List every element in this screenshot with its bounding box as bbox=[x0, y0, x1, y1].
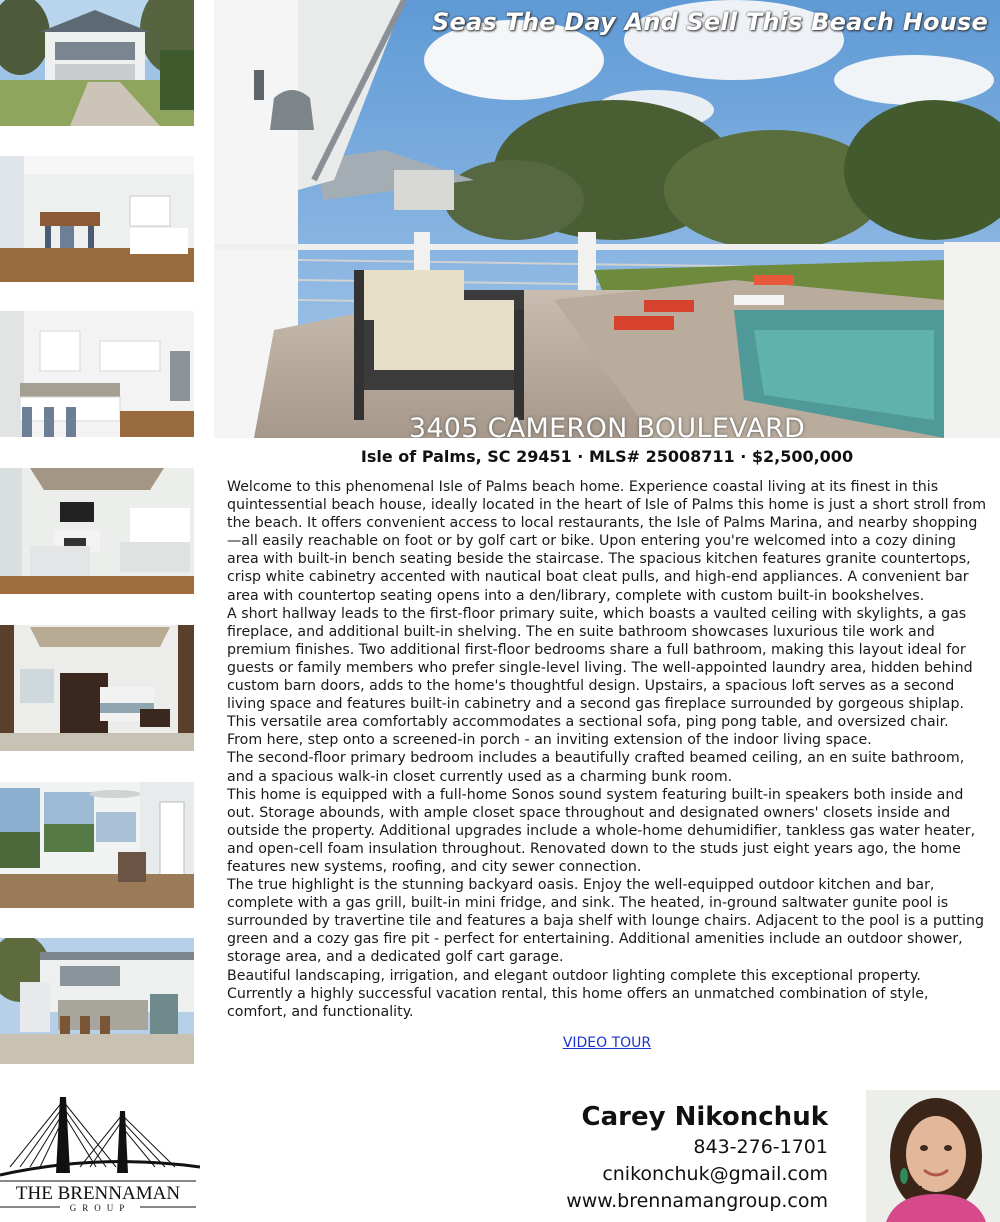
description-paragraph: The true highlight is the stunning backyard oasis. Enjoy the well-equipped outdoor kitchen and bar, complete with a gas grill, built-in mini fridge, and sink. The heated, in-ground saltwater gunite pool is surrounded by travertine tile and features a baja shelf with lounge chairs. Adjacent to the pool is a putting green and a cozy gas fire pit - perfect for entertaining. Additional amenities include an outdoor shower, storage area, and a dedicated golf cart garage. bbox=[227, 877, 985, 966]
photo-exterior-front[interactable] bbox=[0, 0, 194, 126]
description-paragraph: This home is equipped with a full-home Sonos sound system featuring built-in speakers both inside and out. Storage abounds, with ample closet space throughout and designated owners' closets inside and outside the property. Additional upgrades include a whole-home dehumidifier, tankless gas water heater, and open-cell foam insulation throughout. Renovated down to the studs just eight years ago, the home features new systems, roofing, and city sewer connection. bbox=[227, 786, 976, 875]
brennaman-group-logo bbox=[0, 1093, 200, 1213]
photo-screened-porch[interactable] bbox=[0, 782, 194, 908]
property-address: 3405 CAMERON BOULEVARD bbox=[408, 413, 806, 438]
photo-dining-kitchen[interactable] bbox=[0, 156, 194, 282]
agent-email[interactable]: cnikonchuk@gmail.com bbox=[602, 1163, 828, 1185]
description-paragraph: A short hallway leads to the first-floor primary suite, which boasts a vaulted ceiling with skylights, a gas fireplace, and additional built-in shelving. The en suite bathroom showcases luxurious tile work and premium finishes. Two additional first-floor bedrooms share a full bathroom, making this layout ideal for guests or family members who prefer single-level living. The well-appointed laundry area, hidden behind custom barn doors, adds to the home's thoughtful design. Upstairs, a spacious loft serves as a second living space and features built-in cabinetry and a second gas fireplace surrounded by gorgeous shiplap. This versatile area comfortably accommodates a sectional sofa, ping pong table, and oversized chair. From here, step onto a screened-in porch - an inviting extension of the indoor living space. bbox=[227, 605, 973, 749]
video-tour-container bbox=[214, 1035, 1000, 1051]
video-tour-link[interactable]: VIDEO TOUR bbox=[562, 1035, 652, 1051]
hero-tagline: Seas The Day And Sell This Beach House bbox=[431, 8, 988, 36]
photo-outdoor-kitchen[interactable] bbox=[0, 938, 194, 1064]
photo-primary-bedroom[interactable] bbox=[0, 625, 194, 751]
agent-contact bbox=[566, 1100, 828, 1215]
agent-phone[interactable]: 843-276-1701 bbox=[693, 1136, 828, 1158]
description-paragraph: Beautiful landscaping, irrigation, and elegant outdoor lighting complete this exceptional property. Currently a highly successful vacation rental, this home offers an unmatched combination of style, comfort, and functionality. bbox=[227, 967, 929, 1020]
photo-kitchen[interactable] bbox=[0, 311, 194, 437]
agent-avatar bbox=[866, 1090, 1000, 1222]
agent-website[interactable]: www.brennamangroup.com bbox=[566, 1190, 828, 1212]
logo-name: THE BRENNAMAN bbox=[15, 1183, 181, 1204]
description-paragraph: Welcome to this phenomenal Isle of Palms beach home. Experience coastal living at its finest in this quintessential beach house, ideally located in the heart of Isle of Palms this home is just a short stroll from the beach. It offers convenient access to local restaurants, the Isle of Palms Marina, and nearby shopping—all easily reachable on foot or by golf cart or bike. Upon entering you're welcomed into a cozy dining area with built-in bench seating beside the staircase. The spacious kitchen features granite countertops, crisp white cabinetry accented with nautical boat cleat pulls, and high-end appliances. A convenient bar area with countertop seating opens into a den/library, complete with custom built-in bookshelves. bbox=[227, 479, 987, 604]
description-paragraph: The second-floor primary bedroom includes a beautifully crafted beamed ceiling, an en suite bathroom, and a spacious walk-in closet currently used as a charming bunk room. bbox=[227, 750, 965, 785]
photo-living-room[interactable] bbox=[0, 468, 194, 594]
hero-photo[interactable] bbox=[214, 0, 1000, 438]
location-mls-price: Isle of Palms, SC 29451 · MLS# 25008711 · $2,500,000 bbox=[360, 447, 854, 466]
logo-subtitle: GROUP bbox=[69, 1203, 131, 1213]
agent-name: Carey Nikonchuk bbox=[581, 1102, 828, 1132]
property-description bbox=[227, 478, 987, 1021]
